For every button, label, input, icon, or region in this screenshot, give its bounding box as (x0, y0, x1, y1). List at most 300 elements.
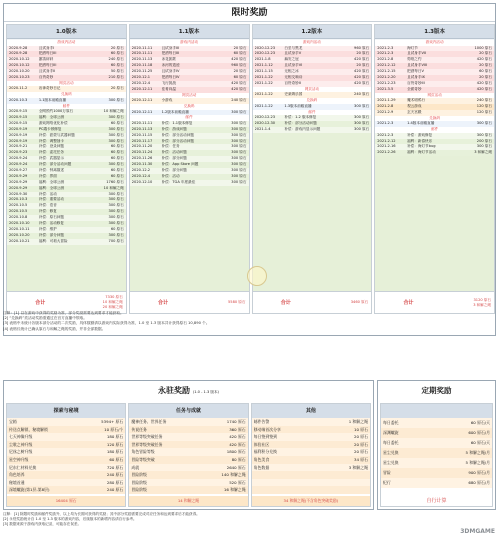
reward-name: 全网预约1000万原石 (38, 109, 74, 114)
reward-row (253, 104, 372, 110)
reward-date: 2021.2.12 (377, 138, 396, 143)
permanent-row (7, 418, 125, 426)
reward-date: 2020.11.13 (131, 126, 153, 131)
reward-amount: 300 原石 (231, 156, 247, 161)
reward-date: 2020.9.21 (9, 144, 28, 149)
reward-amount: 300 原石 (108, 126, 124, 131)
permanent-item: 福利积分兑换 (253, 449, 277, 455)
reward-date: 2021.2.26 (377, 150, 396, 155)
reward-date: 2021.1.22 (254, 103, 273, 108)
reward-date: 2020.9.15 (9, 115, 28, 120)
permanent-row (7, 479, 125, 487)
permanent-amount: 20 原石 (354, 449, 368, 455)
reward-amount: 300 原石 (231, 138, 247, 143)
reward-amount: 10 和解之绳 (103, 185, 124, 190)
version-column (129, 24, 250, 314)
permanent-row (129, 486, 247, 494)
permanent-amount: 280 原石 (106, 479, 124, 485)
total-value: 20 和解之绳 (102, 305, 123, 309)
reward-date: 2021.1.22 (254, 92, 273, 97)
reward-name: 且试身手III (161, 45, 180, 50)
reward-name: 补偿：钟离描述 (38, 168, 64, 173)
reward-name: 把酒每日III (38, 63, 57, 68)
reward-date: 2020.11.26 (131, 156, 153, 161)
permanent-amount: 10 原石/个 (104, 426, 124, 432)
version-body (375, 40, 494, 291)
reward-amount: 300 原石 (231, 120, 247, 125)
reward-name: 补偿：活动问题 (161, 150, 187, 155)
reward-date: 2020.9.27 (9, 168, 28, 173)
reward-date: 2020.10.12 (9, 63, 30, 68)
reward-name: 补偿：游戏内显示问题 (284, 126, 321, 131)
reward-amount: 20 原石 (233, 69, 247, 74)
reward-name: 补偿：1.2 版本修复 (284, 115, 317, 120)
reward-row (375, 110, 494, 116)
periodic-rewards-panel (377, 380, 496, 510)
section-label: 网页活动 (375, 93, 494, 99)
reward-name: 补偿：登录问题 (38, 144, 64, 149)
note-line: [3] 表格中未统计各版本部分活动的二次奖励，具体数额请以游戏内实际获得为准，1.0 至 1.3 版本共计获得原石 10,890 个。 (3, 321, 210, 326)
periodic-rewards-title: 定期奖励 (421, 386, 452, 395)
version-column (374, 24, 495, 314)
reward-date: 2020.9.19 (9, 138, 28, 143)
reward-date: 2021.2.9 (377, 109, 394, 114)
reward-name: 魔术明鸦行 (407, 98, 426, 103)
reward-date: 2020.10.23 (9, 74, 30, 79)
reward-date: 2020.12.23 (254, 45, 276, 50)
section-label: 网页活动 (7, 81, 126, 87)
reward-name: 且试身手I (38, 45, 55, 50)
reward-name: 福利：新春快乐 (407, 138, 433, 143)
permanent-row (252, 433, 370, 441)
total-values (196, 300, 248, 305)
permanent-columns (6, 403, 371, 507)
reward-date: 2020.9.15 (9, 120, 28, 125)
permanent-row (7, 433, 125, 441)
permanent-amount: 5394+ 原石 (101, 419, 124, 424)
reward-amount: 300 原石 (476, 144, 492, 149)
version-body (7, 40, 126, 291)
section-rows (7, 98, 126, 104)
section-label: 网页活动 (253, 87, 372, 93)
permanent-row (129, 479, 247, 487)
permanent-row (129, 426, 247, 434)
reward-date: 2021.2.3 (377, 51, 394, 56)
permanent-amount: 360 原石 (229, 426, 246, 432)
reward-amount: 420 原石 (231, 86, 247, 91)
section-label: 邮件 (7, 104, 126, 110)
reward-date: 2020.9.28 (9, 51, 28, 56)
reward-amount: 60 原石 (110, 168, 124, 173)
reward-name: 百货奇妙II (284, 80, 301, 85)
section-label: 兑换码 (253, 98, 372, 104)
permanent-amount (325, 486, 368, 494)
permanent-amount: 20 原石 (354, 434, 368, 440)
section-rows (375, 98, 494, 116)
section-label: 网页活动 (130, 93, 249, 99)
permanent-item: 尼丝之树升级 (9, 449, 33, 455)
permanent-row (7, 426, 125, 434)
permanent-header: 其他 (252, 404, 370, 418)
reward-date: 2020.11.15 (131, 132, 153, 137)
periodic-item: 星尘兑换 (383, 460, 399, 465)
reward-amount: 20 原石 (110, 86, 124, 91)
reward-name: 小游戏 (161, 98, 173, 103)
periodic-total: 自行计算 (381, 496, 492, 506)
reward-amount: 300 原石 (108, 115, 124, 120)
reward-date: 2020.9.30 (9, 191, 28, 196)
reward-amount: 60 原石 (110, 51, 124, 56)
reward-amount: 10 和解之绳 (103, 109, 124, 114)
permanent-row (129, 418, 247, 426)
reward-name: 且试身手VII (407, 51, 427, 56)
reward-date: 2020.12.4 (131, 80, 151, 85)
permanent-amount (325, 471, 368, 479)
reward-amount: 1760 原石 (106, 179, 124, 184)
reward-amount: 420 原石 (476, 57, 492, 62)
reward-date: 2021.2.8 (377, 104, 394, 109)
periodic-amount: 680 原石/月 (468, 480, 490, 485)
reward-name: 鄙夷砰砰 (38, 57, 54, 62)
reward-date: 2020.12.11 (131, 98, 153, 103)
reward-name: 补偿：武器显示 (38, 156, 64, 161)
reward-date: 2021.1.22 (254, 80, 273, 85)
reward-name: 福利：海灯节活动 (407, 150, 436, 155)
reward-amount: 20 原石 (479, 51, 492, 56)
permanent-item: 角色美食 (253, 456, 270, 462)
version-total (130, 291, 249, 313)
total-value: 10 和解之绳 (102, 300, 123, 304)
reward-name: 补偿：委托任务 (38, 150, 64, 155)
reward-name: 补偿：部分问题 (38, 232, 64, 237)
reward-amount: 300 原石 (231, 150, 247, 155)
reward-date: 2021.1.15 (254, 69, 273, 74)
reward-amount: 1000 原石 (474, 45, 492, 50)
reward-date: 2020.11.2 (9, 86, 28, 91)
reward-amount: 20 原石 (479, 74, 492, 79)
permanent-item: 角色数据 (253, 464, 270, 470)
reward-name: 补偿：修复 (38, 209, 57, 214)
reward-date: 2021.2.15 (377, 69, 396, 74)
reward-amount: 420 原石 (476, 86, 492, 91)
periodic-row (381, 478, 492, 488)
reward-date: 2021.1.8 (254, 57, 271, 62)
reward-name: 福利：可莉大冒险 (38, 238, 68, 243)
version-column (6, 24, 127, 314)
reward-date: 2021.2.3 (377, 132, 394, 137)
permanent-item: 尘歌之神升级 (9, 441, 33, 447)
reward-amount: 300 原石 (354, 103, 370, 108)
reward-date: 2020.9.19 (9, 126, 28, 131)
reward-date: 2020.10.12 (9, 57, 30, 62)
reward-name: 补偿：活动修复 (38, 221, 64, 226)
reward-amount: 300 原石 (108, 191, 124, 196)
reward-date: 2020.10.10 (9, 221, 30, 226)
reward-amount: 50 原石 (110, 69, 124, 74)
permanent-item: 角色冒险等级 (131, 449, 155, 455)
reward-amount: 300 原石 (231, 162, 247, 167)
reward-name: 补偿：重要活动 (38, 197, 64, 202)
reward-date: 2020.10.11 (9, 226, 30, 231)
permanent-item: 魔神任务、世界任务 (131, 419, 167, 424)
section-rows (130, 46, 249, 93)
permanent-column (251, 403, 371, 507)
reward-date: 2021.2.12 (377, 63, 396, 68)
total-label: 合计 (280, 300, 291, 306)
total-value: 3120 原石 (473, 297, 491, 302)
reward-row (130, 180, 249, 186)
permanent-amount: 3 和解之绳 (348, 464, 368, 470)
reward-amount: 60 原石 (110, 63, 124, 68)
reward-name: 百货奇妙 (38, 74, 54, 79)
reward-amount: 300 原石 (108, 132, 124, 137)
permanent-total: 14 和解之绳 (129, 496, 247, 506)
reward-name: 观云游戏 (407, 104, 422, 109)
reward-name: 飞行挑战 (161, 80, 176, 85)
reward-amount: 60 原石 (233, 74, 247, 79)
version-header: 1.3版本 (375, 25, 494, 39)
reward-date: 2020.12.4 (131, 173, 151, 178)
permanent-row (252, 426, 370, 434)
permanent-amount: 720 原石 (106, 464, 124, 470)
reward-name: 补偿：TGA 年度最佳 (161, 179, 196, 184)
section-rows (130, 121, 249, 186)
reward-amount: 20 原石 (233, 45, 247, 50)
periodic-column (380, 403, 493, 507)
reward-name: 补偿：语音 (38, 203, 57, 208)
permanent-rows (252, 418, 370, 494)
reward-amount: 960 原石 (231, 63, 247, 68)
reward-date: 2020.10.3 (9, 97, 28, 102)
periodic-amount: 600 原石/月 (468, 430, 490, 435)
reward-name: 玄天宫殿 (407, 109, 422, 114)
permanent-header: 探索与秘境 (7, 404, 125, 418)
permanent-row (252, 418, 370, 426)
periodic-item: 深渊螺旋 (383, 430, 399, 435)
reward-amount: 960 原石 (354, 45, 370, 50)
reward-amount: 300 原石 (108, 203, 124, 208)
reward-date: 2020.10.20 (9, 69, 30, 74)
reward-name: 补偿：部分活动问题 (161, 132, 194, 137)
reward-date: 2020.11.11 (131, 120, 153, 125)
reward-date: 2020.9.15 (9, 109, 28, 114)
reward-amount: 300 原石 (354, 126, 370, 131)
permanent-row (7, 486, 125, 494)
permanent-amount: 180 原石 (106, 449, 124, 455)
section-rows (253, 46, 372, 87)
periodic-row (381, 448, 492, 458)
reward-amount: 300 原石 (354, 115, 370, 120)
reward-date: 2021.2.23 (377, 80, 396, 85)
section-rows (375, 133, 494, 157)
seal-icon (247, 266, 267, 286)
reward-name: 且试身手VIII (407, 63, 428, 68)
periodic-item: 星尘兑换 (383, 450, 399, 455)
periodic-item: 纪行 (383, 480, 391, 485)
reward-date: 2020.12.1 (131, 74, 151, 79)
reward-date: 2020.11.11 (131, 45, 153, 50)
reward-name: 补偿：调整抽卡 (38, 138, 64, 143)
permanent-row (129, 433, 247, 441)
reward-date: 2020.10.20 (9, 232, 30, 237)
permanent-amount (325, 479, 368, 487)
permanent-item: 角色培养 (9, 472, 25, 478)
reward-name: 福利：全球公测 (38, 115, 64, 120)
permanent-item: 冒险阶级 (131, 472, 147, 478)
periodic-amount: 60 原石/天 (470, 420, 490, 425)
permanent-row (252, 479, 370, 487)
reward-amount: 300 原石 (476, 121, 492, 126)
permanent-item: 尼东仁材料兑换 (9, 464, 37, 470)
total-value: 3460 原石 (350, 300, 369, 304)
reward-amount: 60 原石 (110, 120, 124, 125)
permanent-total: 16404 原石 (7, 496, 125, 506)
reward-name: 补偿：原石问题 (38, 215, 64, 220)
reward-date: 2020.11.13 (131, 57, 153, 62)
permanent-item: 世界等级突破任务 (131, 441, 163, 447)
reward-name: 补偿：部分活动问题 (284, 120, 317, 125)
total-label: 合计 (157, 300, 168, 306)
total-label: 合计 (35, 300, 46, 306)
permanent-item (254, 486, 325, 494)
reward-amount: 3 和解之绳 (474, 150, 492, 155)
periodic-amount: 5 和解之绳/月 (465, 460, 490, 465)
note-line: 注释：[1] 除限时奖励和邮件奖励外，以上均为长期可获得的奖励；其中部分奖励需要完成对应任务和达到要求后才能获得。 (3, 512, 200, 516)
total-value: 3 和解之绳 (473, 302, 491, 307)
permanent-item (254, 471, 325, 479)
reward-amount: 20 原石 (479, 63, 492, 68)
reward-amount: 60 原石 (110, 150, 124, 155)
reward-date: 2021.2.20 (377, 74, 396, 79)
reward-amount: 300 原石 (108, 138, 124, 143)
reward-amount: 420 原石 (354, 74, 370, 79)
section-label: 游戏内活动 (130, 40, 249, 46)
reward-amount: 300 原石 (108, 232, 124, 237)
periodic-amount: 60 原石/天 (470, 440, 490, 445)
permanent-row (252, 448, 370, 456)
permanent-rewards-panel (3, 380, 374, 510)
permanent-item: 世界等级突破任务 (131, 434, 163, 440)
permanent-item: 移动端首次分享 (253, 426, 281, 432)
reward-amount: 20 原石 (110, 45, 124, 50)
reward-amount: 300 原石 (108, 97, 124, 102)
reward-amount: 420 原石 (354, 80, 370, 85)
reward-name: 补偿：App Store 问题 (161, 162, 199, 167)
reward-name: 补偿：派蒙与武器问题 (38, 132, 75, 137)
version-header: 1.0版本 (7, 25, 126, 39)
reward-name: 把酒每日III (38, 51, 57, 56)
reward-date: 2021.1.29 (377, 98, 396, 103)
note-line: [2] 永驻奖励统计自 1.0 至 1.3 版本的游戏内容，后续版本的新增内容请自行参考。 (3, 517, 137, 522)
reward-name: 史莱姆乐园 (284, 92, 303, 97)
reward-date: 2020.10.3 (9, 197, 28, 202)
permanent-amount: 240 原石 (106, 487, 124, 493)
version-body (253, 40, 372, 291)
permanent-row (252, 441, 370, 449)
reward-name: 赫安之冠 (284, 57, 299, 62)
reward-date: 2020.10.21 (9, 238, 30, 243)
reward-row (130, 87, 249, 93)
reward-name: 佳肴向温 (161, 86, 176, 91)
reward-date: 2020.10.5 (9, 203, 28, 208)
section-label: 邮件 (130, 115, 249, 121)
permanent-row (129, 464, 247, 472)
reward-name: PC端卡顿修复 (38, 126, 62, 131)
reward-amount: 300 原石 (108, 162, 124, 167)
total-label: 合计 (403, 300, 414, 306)
reward-name: 游戏网络优化补偿 (38, 120, 68, 125)
reward-amount: 210 原石 (108, 74, 124, 79)
reward-name: 补偿：部分问题 (161, 168, 187, 173)
reward-name: 福利：全球公测 (38, 185, 64, 190)
section-label: 邮件 (375, 127, 494, 133)
reward-row (375, 150, 494, 156)
reward-amount: 300 原石 (231, 173, 247, 178)
periodic-item: 每日委托 (383, 420, 399, 425)
bottom-notes (3, 512, 496, 527)
section-label: 兑换码 (375, 116, 494, 122)
reward-date: 2020.9.28 (9, 45, 28, 50)
reward-amount: 300 原石 (476, 132, 492, 137)
section-label: 游戏内活动 (7, 40, 126, 46)
reward-name: 补偿：活动 (38, 191, 57, 196)
reward-date: 2020.11.11 (131, 51, 153, 56)
permanent-column (128, 403, 248, 507)
reward-row (7, 239, 126, 245)
reward-date: 2020.12.23 (254, 115, 276, 120)
reward-row (375, 87, 494, 93)
reward-amount: 300 原石 (231, 168, 247, 173)
permanent-amount: 16 和解之绳 (223, 487, 246, 493)
reward-amount: 300 原石 (231, 126, 247, 131)
reward-name: 补偿：海灯节bug (407, 144, 436, 149)
reward-amount: 240 原石 (354, 92, 370, 97)
permanent-amount: 34 原石 (354, 456, 368, 462)
reward-amount: 60 原石 (110, 156, 124, 161)
reward-name: 补偿：部分活动问题 (161, 138, 194, 143)
section-rows (253, 115, 372, 133)
permanent-item: 传送点解锁、秘境解锁 (9, 426, 48, 432)
reward-amount: 60 原石 (233, 51, 247, 56)
reward-amount: 420 原石 (231, 80, 247, 85)
reward-date: 2020.12.10 (131, 179, 153, 184)
reward-row (7, 98, 126, 104)
total-values (442, 298, 494, 308)
periodic-row (381, 438, 492, 448)
reward-name: 福利：全球公测 (38, 179, 64, 184)
version-body (130, 40, 249, 291)
reward-amount: 300 原石 (354, 120, 370, 125)
permanent-row (129, 456, 247, 464)
permanent-amount: 420 原石 (229, 434, 246, 440)
reward-date: 2020.11.25 (131, 69, 153, 74)
periodic-row (381, 468, 492, 478)
limited-rewards-title: 限时奖励 (4, 4, 495, 22)
total-value: 7330 原石 (105, 295, 123, 299)
reward-amount: 240 原石 (231, 98, 247, 103)
reward-name: 且试身手V (284, 51, 302, 56)
permanent-subtitle: (1.0 - 1.3 版本) (192, 390, 219, 394)
reward-date: 2021.2.8 (377, 57, 394, 62)
permanent-item: 冒险阶级 (131, 479, 147, 485)
section-label: 兑换码 (130, 104, 249, 110)
reward-name: 无相交响诗 (284, 74, 303, 79)
permanent-item: 宝箱 (9, 419, 17, 424)
permanent-amount: 80 原石 (231, 456, 246, 462)
permanent-amount: 180 原石 (106, 434, 124, 440)
reward-row (7, 75, 126, 81)
permanent-item: 七天神像升级 (9, 434, 33, 440)
